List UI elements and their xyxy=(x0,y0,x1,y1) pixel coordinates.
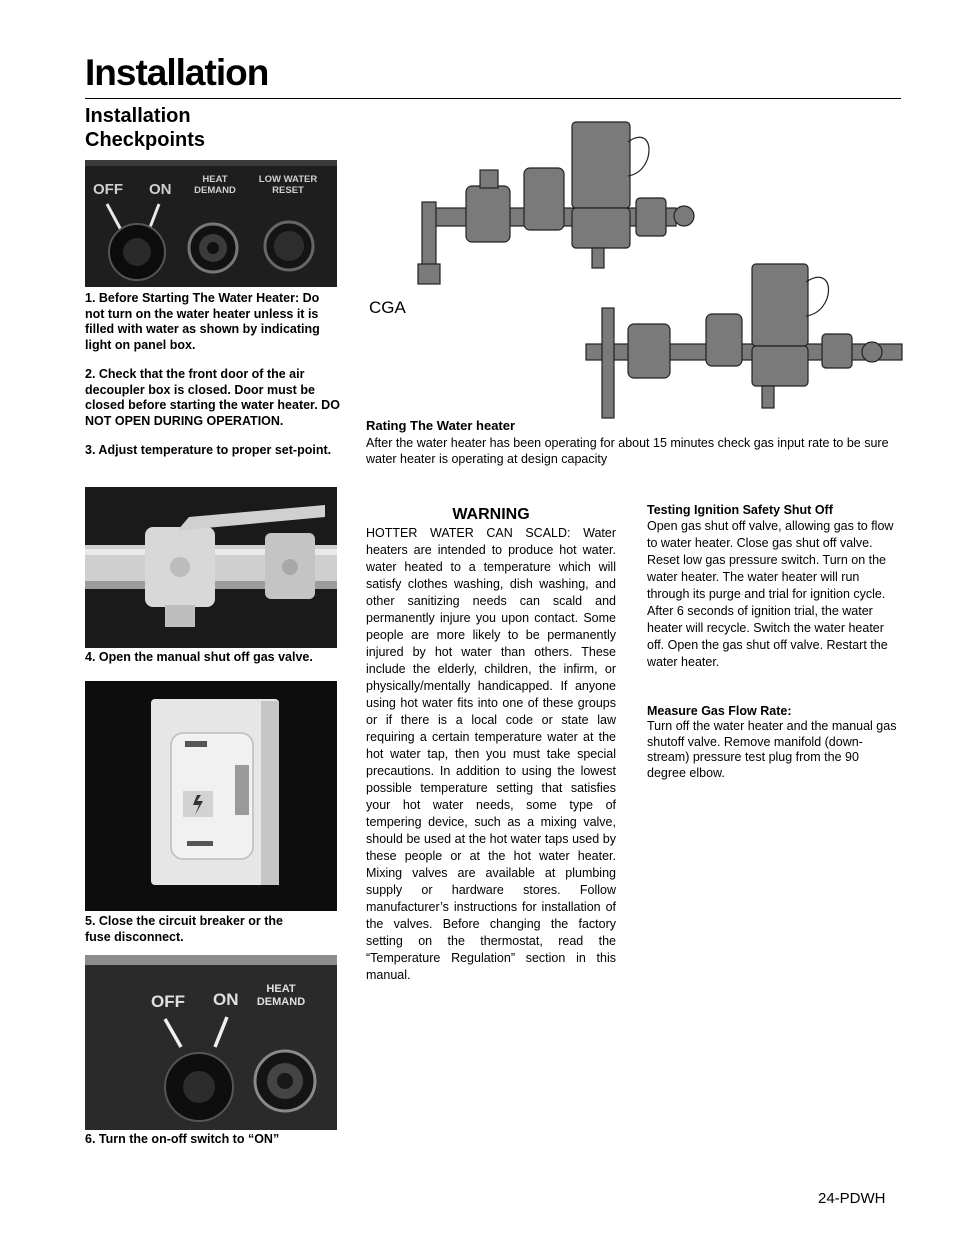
ignition-heading: Testing Ignition Safety Shut Off xyxy=(647,503,833,517)
title-rule xyxy=(85,98,901,99)
on-off-switch-image xyxy=(85,955,337,1130)
rating-heading: Rating The Water heater xyxy=(366,418,516,433)
panel-label-on: ON xyxy=(149,181,172,198)
step-6: 6. Turn the on-off switch to “ON” xyxy=(85,1132,280,1146)
panel-label-low-water-reset: LOW WATER RESET xyxy=(258,174,318,196)
disconnect-switch-image xyxy=(85,681,337,911)
control-panel-image xyxy=(85,160,337,287)
gasflow-text: Turn off the water heater and the manual gas shutoff valve. Remove manifold (down-stream) pressure test plug from the 90 degree elbow. xyxy=(647,719,897,780)
switch-label-on: ON xyxy=(213,990,239,1009)
step-4: 4. Open the manual shut off gas valve. xyxy=(85,650,313,664)
panel-label-heat-demand: HEAT DEMAND xyxy=(194,174,236,196)
gasflow-section xyxy=(647,704,901,781)
on-off-switch-photo xyxy=(85,955,337,1130)
step-1: 1. Before Starting The Water Heater: Do not turn on the water heater unless it is filled with water as shown by indicating light on panel box. xyxy=(85,291,320,352)
control-panel-photo xyxy=(85,160,337,287)
rating-section xyxy=(366,417,906,467)
page-number: 24-PDWH xyxy=(818,1190,886,1207)
warning-section xyxy=(366,505,616,984)
gas-train-diagram-image xyxy=(366,112,906,424)
ignition-section xyxy=(647,502,901,671)
gas-train-diagram xyxy=(366,112,906,424)
step-2: 2. Check that the front door of the air decoupler box is closed. Door must be closed before starting the water heater. DO NOT OPEN DURING OPERATION. xyxy=(85,367,340,428)
switch-label-off: OFF xyxy=(151,992,185,1011)
rating-text: After the water heater has been operating for about 15 minutes check gas input rate to be sure water heater is operating at design capacity xyxy=(366,436,889,466)
panel-label-off: OFF xyxy=(93,181,123,198)
page-title: Installation xyxy=(85,52,269,93)
gasflow-heading: Measure Gas Flow Rate: xyxy=(647,704,792,718)
section-title-line-1: Installation xyxy=(85,105,191,127)
step-3: 3. Adjust temperature to proper set-point. xyxy=(85,443,332,457)
section-title-line-2: Checkpoints xyxy=(85,129,206,151)
cga-label: CGA xyxy=(369,298,406,317)
switch-label-heat-demand: HEAT DEMAND xyxy=(256,983,306,1008)
gas-valve-image xyxy=(85,487,337,648)
steps-1-3 xyxy=(85,291,340,473)
gas-valve-photo xyxy=(85,487,337,648)
warning-heading: WARNING xyxy=(452,506,530,523)
section-title xyxy=(85,104,205,152)
step-5: 5. Close the circuit breaker or the fuse disconnect. xyxy=(85,914,283,944)
disconnect-switch-photo xyxy=(85,681,337,911)
ignition-text: Open gas shut off valve, allowing gas to flow to water heater. Close gas shut off valve. Reset low gas pressure switch. Turn on the water heater. The water heater will run through its purge and trial for ignition cycle. After 6 seconds of ignition trial, the water heater will recycle. Switch the water heater off. Open the gas shut off valve. Restart the water heater. xyxy=(647,519,894,669)
warning-text: HOTTER WATER CAN SCALD: Water heaters are intended to produce hot water. water heated to a temperature which will satisfy clothes washing, dish washing, and other sanitizing needs can scald and permanently injure you upon contact. Some people are more likely to be permanently injured by hot water than others. These include the elderly, children, the infirm, or physically/mentally handicapped. If anyone using hot water fits into one of these groups or if there is a local code or state law requiring a certain temperature water at the hot water tap, then you must take special precautions. In addition to using the lowest possible temperature setting that satisfies your hot water needs, some type of tempering device, such as a mixing valve, should be used at the hot water taps used by these people or at the hot water heater. Mixing valves are available at plumbing supply or hardware stores. Follow manufacturer’s instructions for installation of the valves. Before changing the factory setting on the thermostat, read the “Temperature Regulation” section in this manual. xyxy=(366,526,616,982)
